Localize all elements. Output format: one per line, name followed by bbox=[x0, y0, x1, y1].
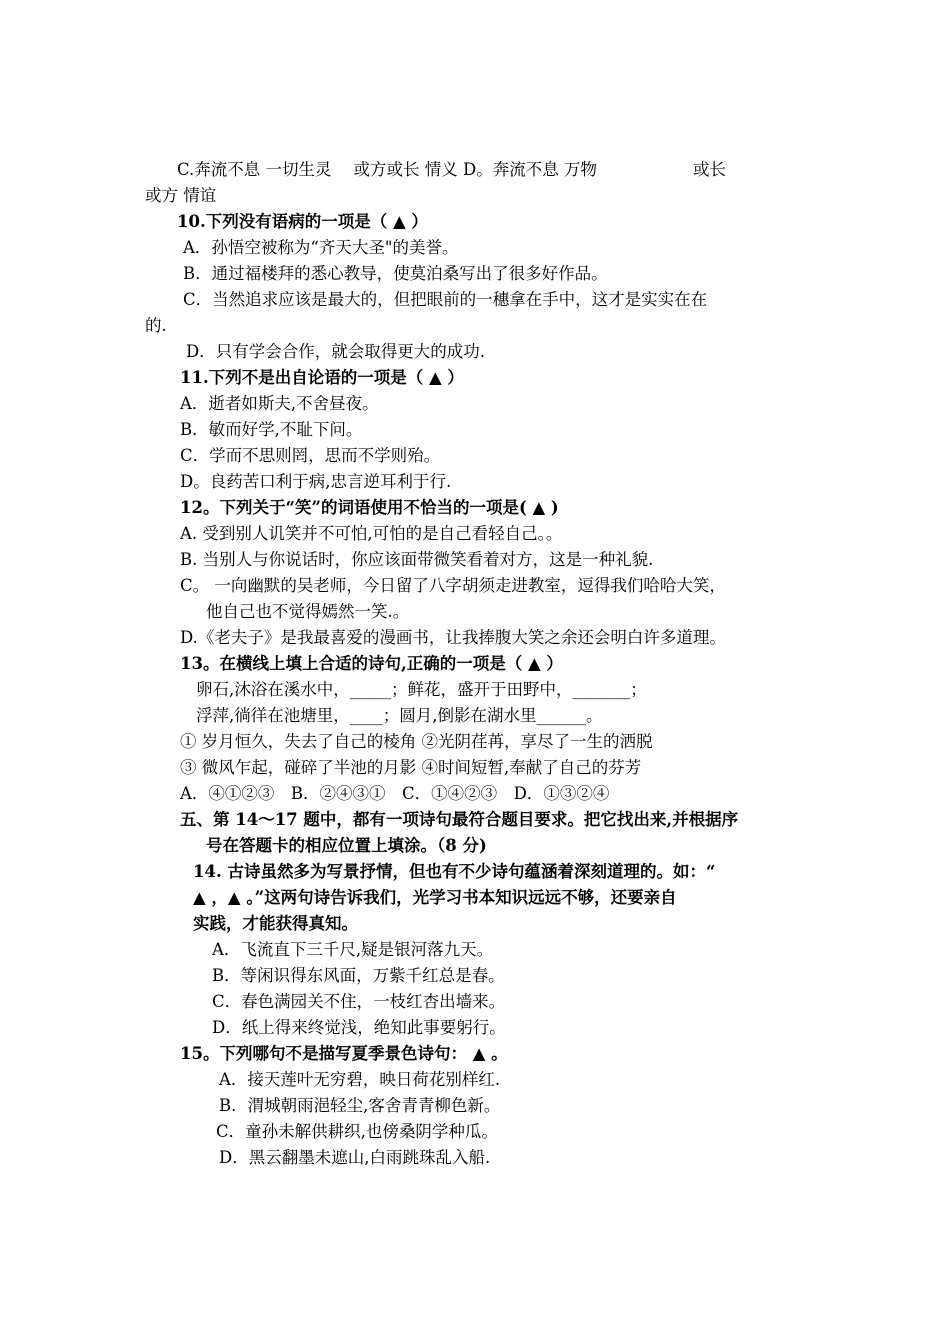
q9-option-c-part2: 或方或长 情义 D。奔流不息 万物 bbox=[353, 160, 597, 179]
q15-option-d: D．黑云翻墨未遮山,白雨跳珠乱入船. bbox=[219, 1148, 491, 1167]
q15-option-c: C．童孙未解供耕织,也傍桑阴学种瓜。 bbox=[216, 1122, 498, 1141]
q13-line-2: 浮萍,徜徉在池塘里，____；圆月,倒影在湖水里______。 bbox=[196, 706, 603, 725]
q14-option-a: A．飞流直下三千尺,疑是银河落九天。 bbox=[212, 940, 494, 959]
q13-choices-3-4: ③ 微风乍起，碰碎了半池的月影 ④时间短暂,奉献了自己的芬芳 bbox=[180, 758, 642, 777]
q11-option-b: B．敏而好学,不耻下问。 bbox=[180, 420, 363, 439]
q12-option-a: A. 受到别人讥笑并不可怕,可怕的是自己看轻自己。。 bbox=[180, 524, 563, 543]
q12-stem: 12。下列关于“笑”的词语使用不恰当的一项是( ▲ ) bbox=[180, 498, 559, 517]
q11-option-d: D。良药苦口利于病,忠言逆耳利于行. bbox=[180, 472, 452, 491]
q12-option-c-continued: 他自己也不觉得嫣然一笑.。 bbox=[206, 602, 410, 621]
q13-stem: 13。在横线上填上合适的诗句,正确的一项是（ ▲ ） bbox=[180, 654, 563, 673]
q10-option-d: D．只有学会合作，就会取得更大的成功. bbox=[186, 342, 485, 361]
q13-answer-options: A．④①②③ B．②④③① C．①④②③ D．①③②④ bbox=[180, 784, 610, 803]
q14-option-b: B．等闲识得东风面，万紫千红总是春。 bbox=[212, 966, 505, 985]
q15-option-a: A．接天莲叶无穷碧，映日荷花别样红. bbox=[219, 1070, 501, 1089]
q9-option-c-part3: 或长 bbox=[693, 160, 726, 179]
q12-option-c: C。 一向幽默的吴老师，今日留了八字胡须走进教室，逗得我们哈哈大笑， bbox=[180, 576, 726, 595]
q9-option-c-continued: 或方 情谊 bbox=[145, 186, 217, 205]
q10-stem: 10.下列没有语病的一项是（ ▲ ） bbox=[177, 212, 428, 231]
q14-stem-line-3: 实践，才能获得真知。 bbox=[193, 914, 358, 933]
q9-option-c bbox=[177, 162, 726, 179]
q14-option-c: C．春色满园关不住，一枝红杏出墙来。 bbox=[212, 992, 506, 1011]
q10-option-c: C．当然追求应该是最大的，但把眼前的一穗拿在手中，这才是实实在在 bbox=[183, 290, 708, 309]
section-5-heading: 五、第 14～17 题中，都有一项诗句最符合题目要求。把它找出来,并根据序 bbox=[180, 810, 739, 829]
q13-line-1: 卵石,沐浴在溪水中，_____；鲜花，盛开于田野中，_______； bbox=[196, 680, 647, 699]
q15-stem: 15。下列哪句不是描写夏季景色诗句： ▲ 。 bbox=[180, 1044, 508, 1063]
q15-option-b: B．渭城朝雨浥轻尘,客舍青青柳色新。 bbox=[219, 1096, 501, 1115]
q13-choices-1-2: ① 岁月恒久，失去了自己的棱角 ②光阴荏苒，享尽了一生的洒脱 bbox=[180, 732, 653, 751]
q10-option-b: B．通过福楼拜的悉心教导，使莫泊桑写出了很多好作品。 bbox=[183, 264, 608, 283]
q11-option-a: A．逝者如斯夫,不舍昼夜。 bbox=[180, 394, 379, 413]
q11-option-c: C．学而不思则罔，思而不学则殆。 bbox=[180, 446, 441, 465]
q11-stem: 11.下列不是出自论语的一项是（ ▲ ） bbox=[180, 368, 464, 387]
q9-option-c-part1: C.奔流不息 一切生灵 bbox=[177, 160, 332, 179]
q10-option-a: A．孙悟空被称为“齐天大圣"的美誉。 bbox=[183, 238, 459, 257]
q14-stem-line-1: 14. 古诗虽然多为写景抒情，但也有不少诗句蕴涵着深刻道理的。如：“ bbox=[193, 862, 716, 881]
q14-option-d: D．纸上得来终觉浅，绝知此事要躬行。 bbox=[212, 1018, 506, 1037]
q12-option-b: B. 当别人与你说话时，你应该面带微笑看着对方，这是一种礼貌. bbox=[180, 550, 654, 569]
q10-option-c-continued: 的. bbox=[145, 316, 167, 335]
q12-option-d: D.《老夫子》是我最喜爱的漫画书，让我捧腹大笑之余还会明白许多道理。 bbox=[180, 628, 726, 647]
section-5-heading-continued: 号在答题卡的相应位置上填涂。（8 分) bbox=[206, 836, 487, 855]
q14-stem-line-2: ▲ ，▲ 。”这两句诗告诉我们，光学习书本知识远远不够，还要亲自 bbox=[193, 888, 677, 907]
